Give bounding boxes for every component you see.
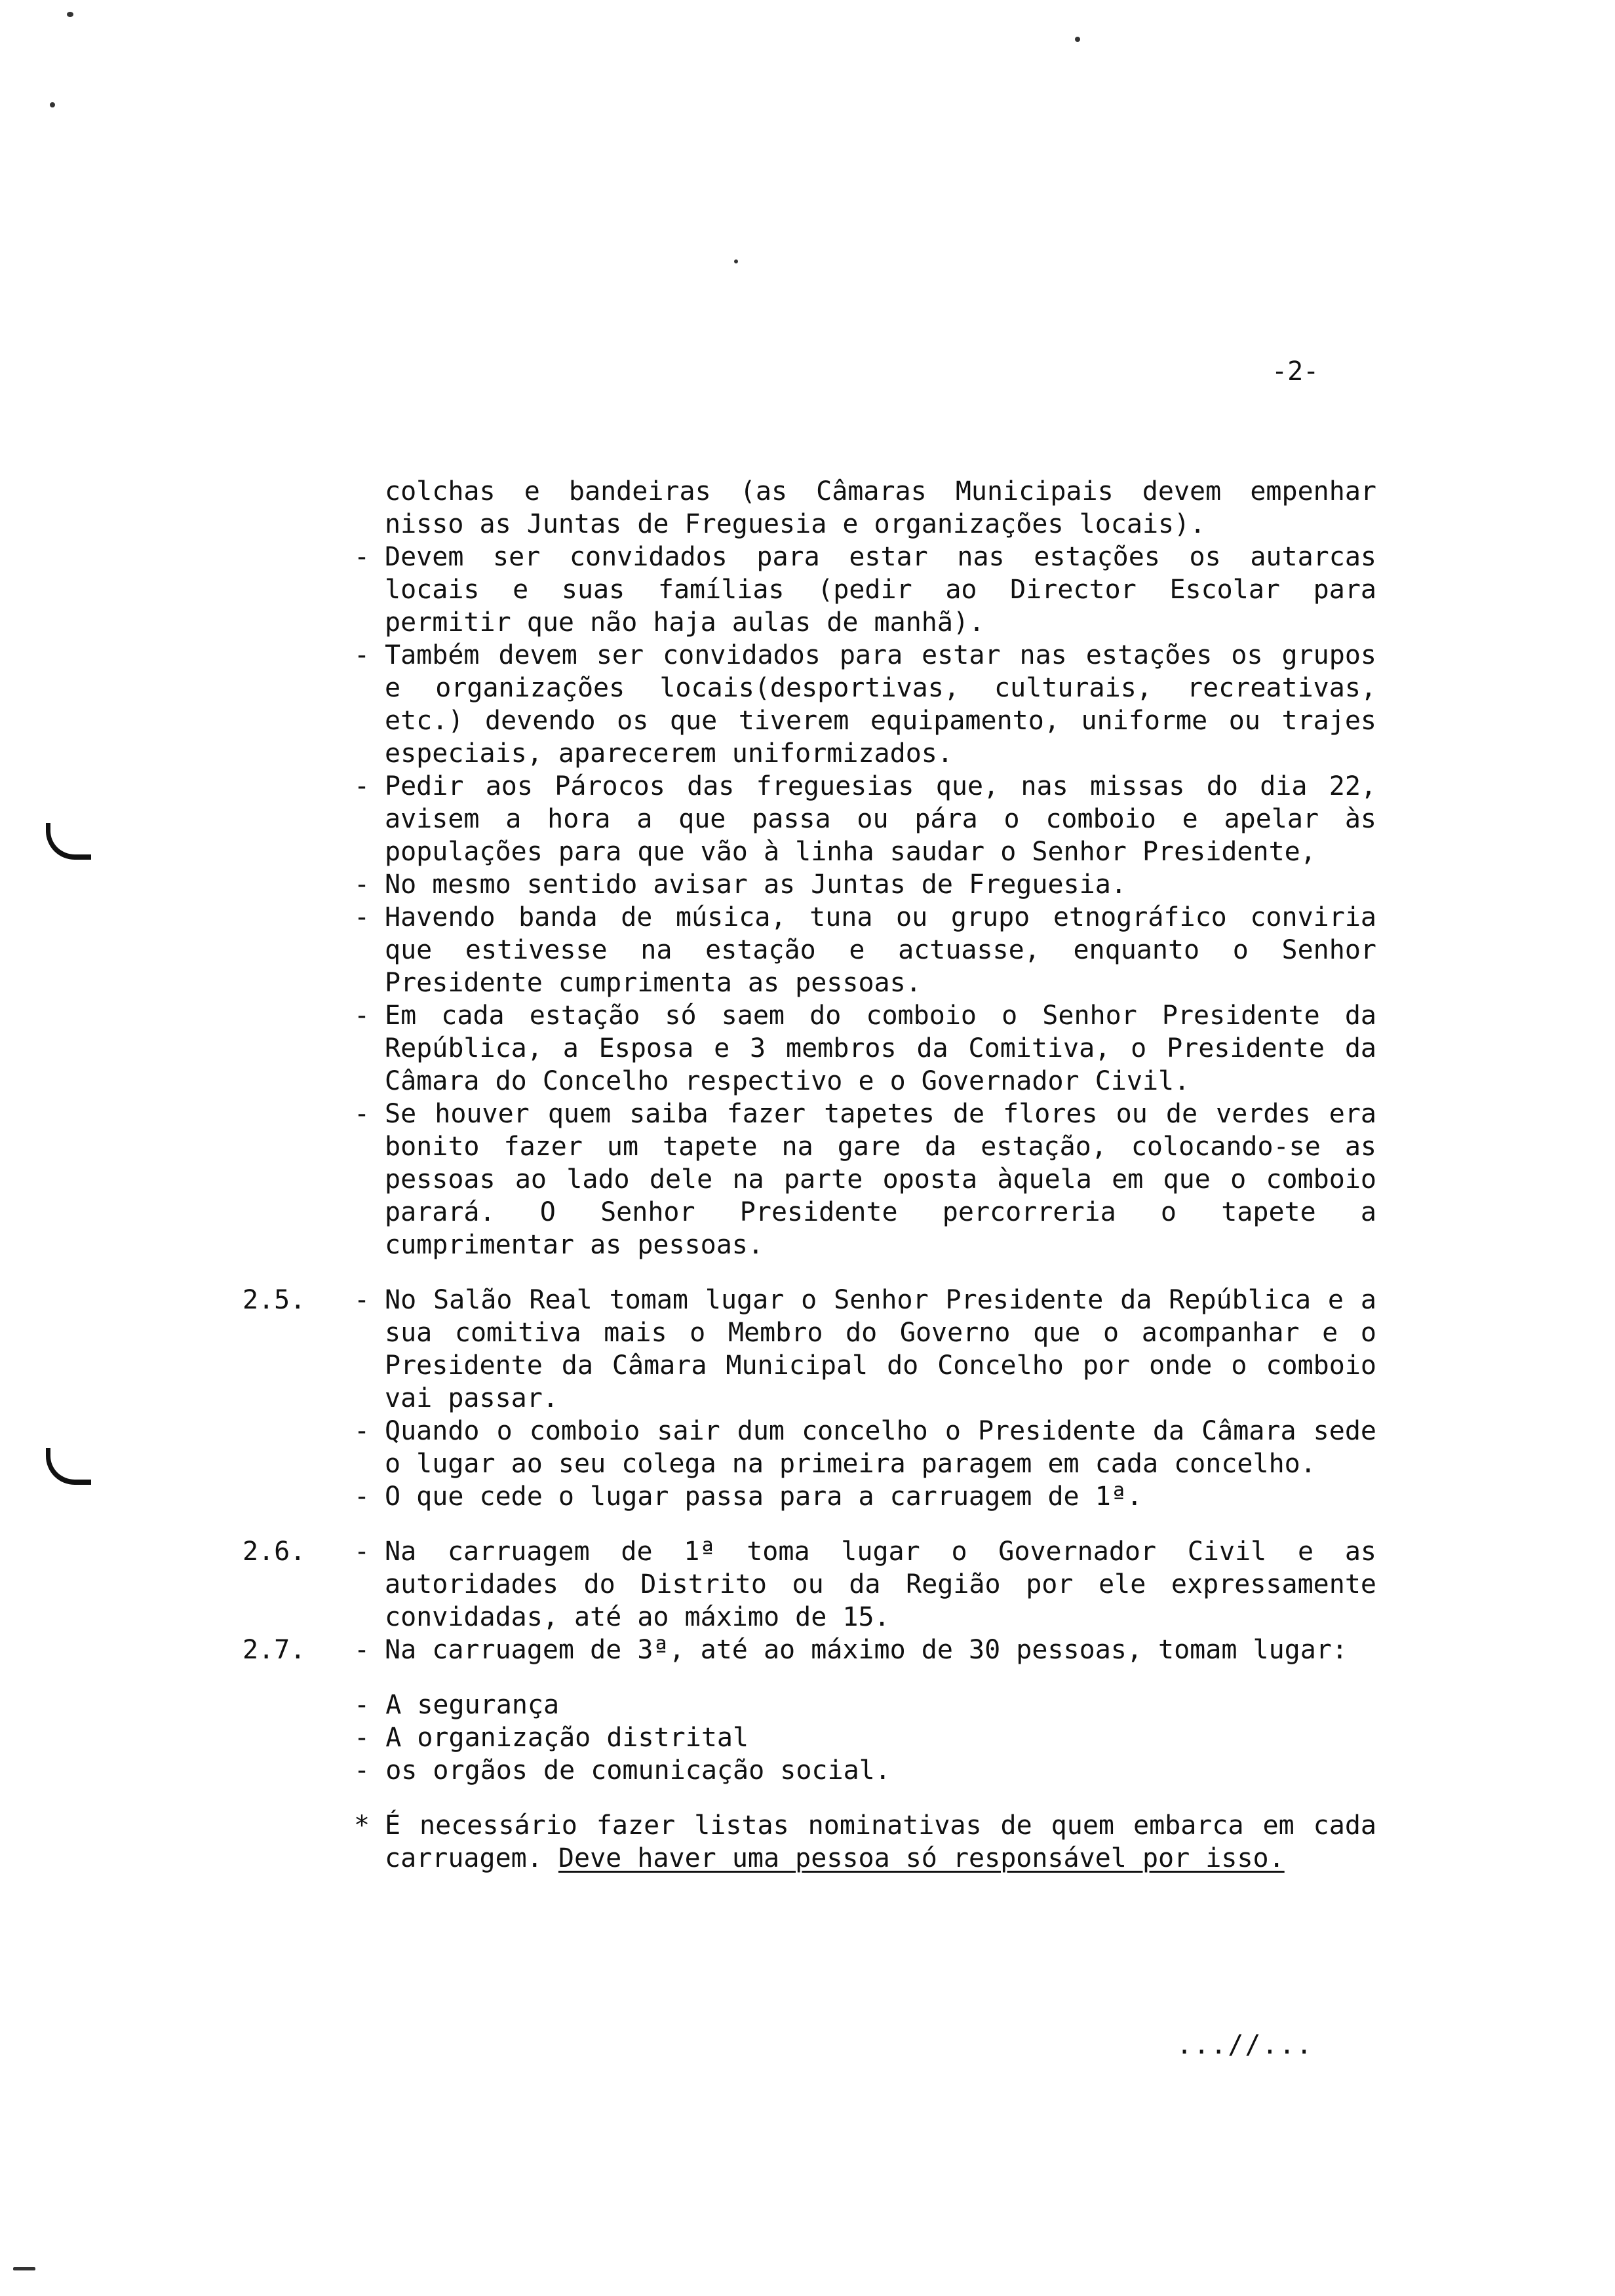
scan-speck bbox=[1075, 37, 1080, 42]
continuation-paragraph bbox=[243, 475, 1376, 541]
bullet-item: - Também devem ser convidados para estar nas estações os grupos e organizações locais(desportivas, culturais, recreativas, etc.) devendo os que tiverem equipamento, uniforme ou trajes especiais, aparecerem uniformizados. bbox=[354, 640, 1376, 769]
bullet-text: Devem ser convidados para estar nas estações os autarcas locais e suas famílias (pedir ao Director Escolar para permitir que não haja aulas de manhã). bbox=[385, 542, 1376, 638]
list-item: - A organização distrital bbox=[354, 1723, 749, 1753]
section-2-7: 2.7. - Na carruagem de 3ª, até ao máximo de 30 pessoas, tomam lugar: bbox=[243, 1634, 1376, 1666]
bullet-text: Também devem ser convidados para estar nas estações os grupos e organizações locais(desportivas, culturais, recreativas, etc.) devendo os que tiverem equipamento, uniforme ou trajes especiais, aparecerem uniformizados. bbox=[385, 640, 1376, 769]
continuation-text: colchas e bandeiras (as Câmaras Municipais devem empenhar nisso as Juntas de Freguesia e organizações locais). bbox=[385, 476, 1376, 539]
page-number: -2- bbox=[1272, 356, 1319, 387]
continuation-mark: ...//... bbox=[1177, 2030, 1313, 2060]
bullet-item: - Em cada estação só saem do comboio o Senhor Presidente da República, a Esposa e 3 membros da Comitiva, o Presidente da Câmara do Concelho respectivo e o Governador Civil. bbox=[354, 1001, 1376, 1096]
bullet-item: - No mesmo sentido avisar as Juntas de Freguesia. bbox=[243, 868, 1376, 901]
section-number: 2.5. bbox=[243, 1285, 306, 1315]
scan-speck bbox=[67, 12, 73, 17]
binder-mark bbox=[46, 1448, 91, 1485]
note bbox=[243, 1809, 1376, 1875]
section-number: 2.7. bbox=[243, 1635, 306, 1665]
bullet-text: Em cada estação só saem do comboio o Senhor Presidente da República, a Esposa e 3 membros da Comitiva, o Presidente da Câmara do Concelho respectivo e o Governador Civil. bbox=[385, 1001, 1376, 1096]
section-text: No Salão Real tomam lugar o Senhor Presidente da República e a sua comitiva mais o Membro do Governo que o acompanhar e o Presidente da Câmara Municipal do Concelho por onde o comboio vai passar. bbox=[385, 1285, 1376, 1413]
scan-speck bbox=[13, 2267, 35, 2270]
section-2-5-item: - O que cede o lugar passa para a carruagem de 1ª. bbox=[243, 1480, 1376, 1513]
bullet-text: Havendo banda de música, tuna ou grupo etnográfico conviria que estivesse na estação e actuasse, enquanto o Senhor Presidente cumprimenta as pessoas. bbox=[385, 902, 1376, 998]
section-2-5: 2.5. - No Salão Real tomam lugar o Senhor Presidente da República e a sua comitiva mais o Membro do Governo que o acompanhar e o Presidente da Câmara Municipal do Concelho por onde o comboio vai passar. bbox=[243, 1285, 1376, 1413]
section-text: Na carruagem de 3ª, até ao máximo de 30 pessoas, tomam lugar: bbox=[385, 1635, 1348, 1665]
bullet-item: - Havendo banda de música, tuna ou grupo etnográfico conviria que estivesse na estação e actuasse, enquanto o Senhor Presidente cumprimenta as pessoas. bbox=[354, 902, 1376, 998]
scan-speck bbox=[50, 102, 55, 107]
section-2-6: 2.6. - Na carruagem de 1ª toma lugar o Governador Civil e as autoridades do Distrito ou da Região por ele expressamente convidadas, até ao máximo de 15. bbox=[243, 1537, 1376, 1632]
note-text: É necessário fazer listas nominativas de quem embarca em cada carruagem. bbox=[385, 1810, 1376, 1873]
section-text: Quando o comboio sair dum concelho o Presidente da Câmara sede o lugar ao seu colega na primeira paragem em cada concelho. bbox=[385, 1416, 1376, 1479]
bullet-item: - Pedir aos Párocos das freguesias que, nas missas do dia 22, avisem a hora a que passa ou pára o comboio e apelar às populações para que vão à linha saudar o Senhor Presidente, bbox=[354, 771, 1376, 867]
bullet-text: Pedir aos Párocos das freguesias que, nas missas do dia 22, avisem a hora a que passa ou pára o comboio e apelar às populações para que vão à linha saudar o Senhor Presidente, bbox=[385, 771, 1376, 867]
binder-mark bbox=[46, 823, 91, 860]
bullet-item: - Devem ser convidados para estar nas estações os autarcas locais e suas famílias (pedir ao Director Escolar para permitir que não haja aulas de manhã). bbox=[354, 542, 1376, 638]
document-body bbox=[243, 475, 1376, 1875]
section-text: O que cede o lugar passa para a carruagem de 1ª. bbox=[385, 1482, 1142, 1512]
bullet-text: No mesmo sentido avisar as Juntas de Freguesia. bbox=[385, 870, 1127, 900]
asterisk-marker: * bbox=[354, 1810, 370, 1841]
section-number: 2.6. bbox=[243, 1537, 306, 1567]
scan-speck bbox=[734, 259, 738, 263]
section-text: Na carruagem de 1ª toma lugar o Governador Civil e as autoridades do Distrito ou da Região por ele expressamente convidadas, até ao máximo de 15. bbox=[385, 1537, 1376, 1632]
list-item: - A segurança bbox=[354, 1690, 560, 1720]
section-2-5-item: - Quando o comboio sair dum concelho o Presidente da Câmara sede o lugar ao seu colega na primeira paragem em cada concelho. bbox=[354, 1416, 1376, 1479]
list-item: - os orgãos de comunicação social. bbox=[354, 1755, 891, 1786]
note-underlined-text: Deve haver uma pessoa só responsável por isso. bbox=[558, 1843, 1285, 1873]
bullet-item: - Se houver quem saiba fazer tapetes de flores ou de verdes era bonito fazer um tapete na gare da estação, colocando-se as pessoas ao lado dele na parte oposta àquela em que o comboio parará. O Senhor Presidente percorreria o tapete a cumprimentar as pessoas. bbox=[354, 1099, 1376, 1260]
bullet-text: Se houver quem saiba fazer tapetes de flores ou de verdes era bonito fazer um tapete na gare da estação, colocando-se as pessoas ao lado dele na parte oposta àquela em que o comboio parará. O Senhor Presidente percorreria o tapete a cumprimentar as pessoas. bbox=[385, 1099, 1376, 1260]
